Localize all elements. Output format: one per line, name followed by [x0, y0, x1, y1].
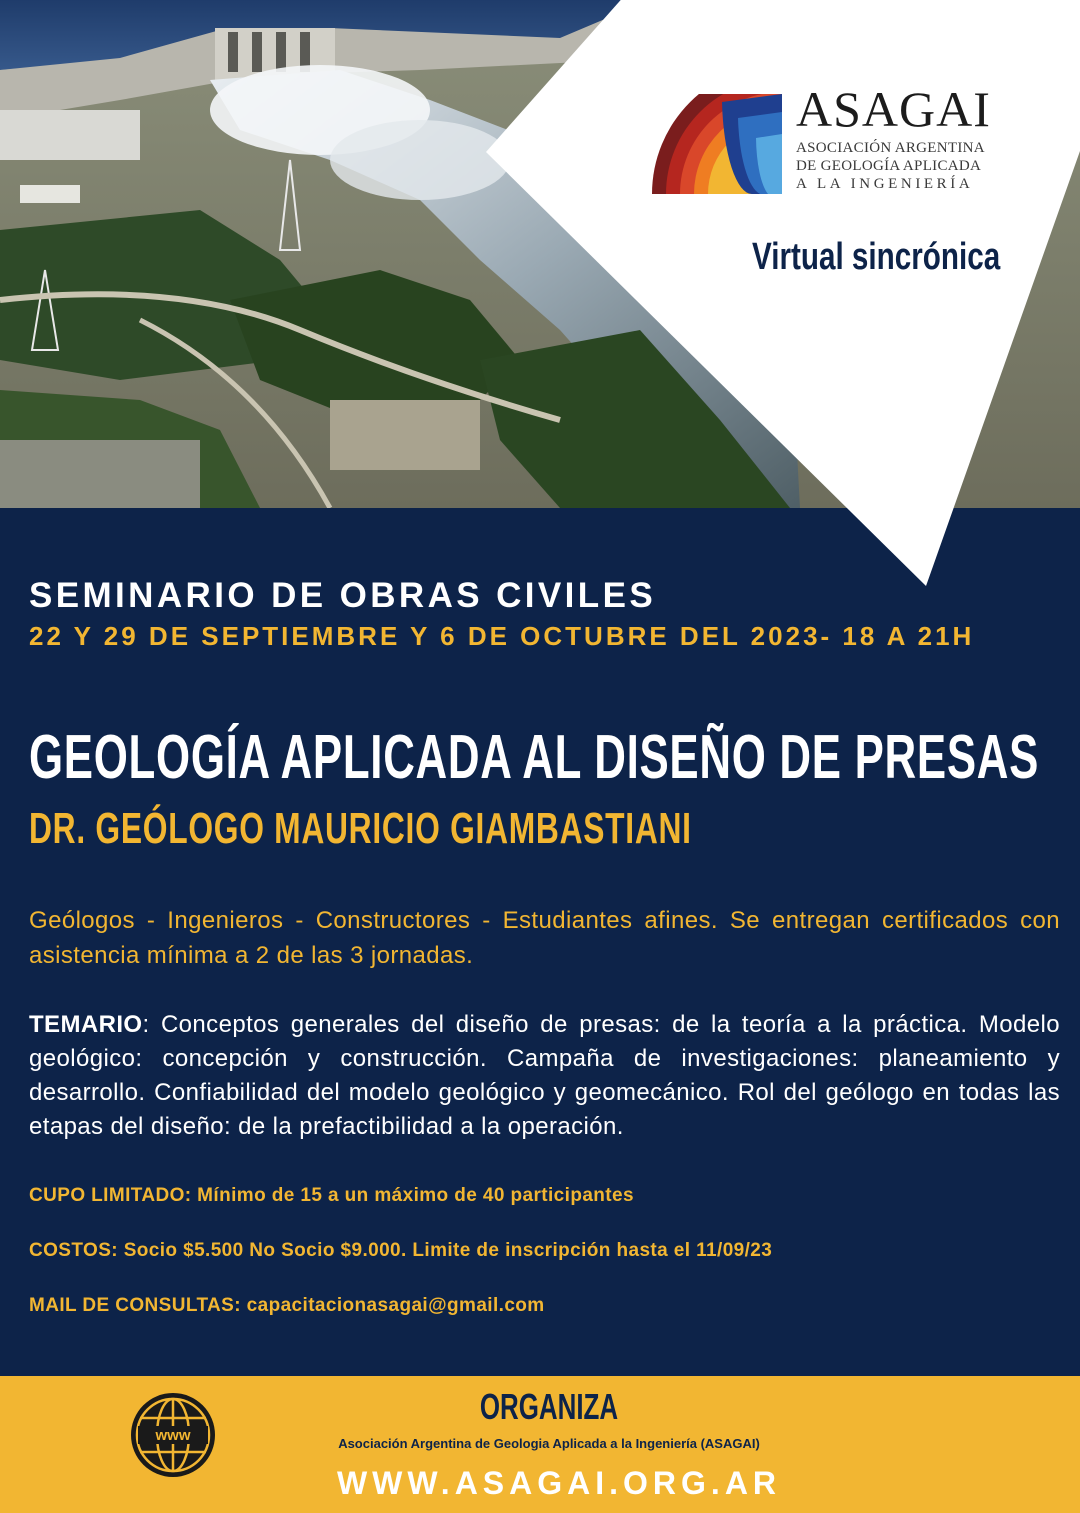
speaker-name: DR. GEÓLOGO MAURICIO GIAMBASTIANI [29, 804, 692, 853]
audience-text: Geólogos - Ingenieros - Constructores - Estudiantes afines. Se entregan certificados con asistencia mínima a 2 de las 3 jornadas. [29, 907, 1060, 969]
seminar-title: SEMINARIO DE OBRAS CIVILES [29, 576, 657, 615]
mail-info[interactable]: MAIL DE CONSULTAS: capacitacionasagai@gmail.com [29, 1295, 545, 1316]
organiza-heading: ORGANIZA [479, 1386, 619, 1427]
logo-line-2: DE GEOLOGÍA APLICADA [796, 158, 982, 174]
logo-brand: ASAGAI [796, 81, 991, 137]
seminar-dates: 22 Y 29 DE SEPTIEMBRE Y 6 DE OCTUBRE DEL 2023- 18 A 21H [29, 621, 975, 651]
temario-text: : Conceptos generales del diseño de presas: de la teoría a la práctica. Modelo geológico: concepción y construcción. Campaña de investigaciones: planeamiento y desarrollo. Confiabilidad del modelo geológico y geomecánico. Rol del geólogo en todas las etapas del diseño: de la prefactibilidad a la operación. [29, 1011, 1060, 1140]
main-title: GEOLOGÍA APLICADA AL DISEÑO DE PRESAS [29, 723, 1040, 792]
logo-line-3: A LA INGENIERÍA [796, 176, 974, 192]
organizer-name: Asociación Argentina de Geologia Aplicada a la Ingeniería (ASAGAI) [338, 1436, 760, 1451]
temario-paragraph [29, 1008, 1060, 1144]
cupo-info: CUPO LIMITADO: Mínimo de 15 a un máximo de 40 participantes [29, 1185, 634, 1206]
costos-info: COSTOS: Socio $5.500 No Socio $9.000. Limite de inscripción hasta el 11/09/23 [29, 1240, 773, 1261]
website-link[interactable]: WWW.ASAGAI.ORG.AR [336, 1465, 782, 1501]
globe-label: www [155, 1427, 191, 1444]
asagai-logo [612, 40, 1042, 240]
logo-line-1: ASOCIACIÓN ARGENTINA [796, 140, 985, 156]
temario-label: TEMARIO [29, 1011, 143, 1038]
www-globe-icon [128, 1390, 218, 1480]
modality-label: Virtual sincrónica [752, 236, 1001, 278]
asagai-rainbow-logo [652, 94, 782, 194]
